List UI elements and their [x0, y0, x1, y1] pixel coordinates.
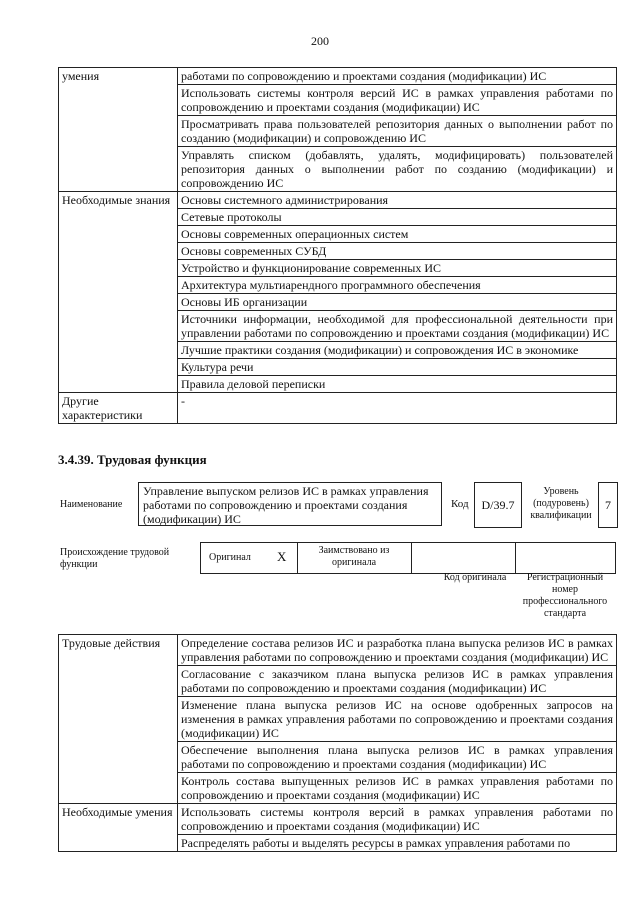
row-item: Контроль состава выпущенных релизов ИС в рамках управления работами по сопровождению и проектами создания (модификации) ИС: [178, 773, 617, 804]
borrowed-cell: [297, 543, 412, 573]
original-cell: [201, 543, 298, 573]
level-value: 7: [605, 498, 611, 512]
table-row: [59, 635, 617, 666]
level-value-box: [598, 482, 618, 528]
row-item: Основы современных операционных систем: [178, 226, 617, 243]
row-item: Правила деловой переписки: [178, 376, 617, 393]
top-requirements-table: [58, 67, 617, 424]
code-original-cell: [411, 543, 516, 573]
row-item: Архитектура мультиарендного программного обеспечения: [178, 277, 617, 294]
original-label: Оригинал: [209, 552, 251, 563]
row-item: Использовать системы контроля версий ИС в рамках управления работами по сопровождению и проектами создания (модификации) ИС: [178, 85, 617, 116]
table-row: [59, 393, 617, 424]
code-value-box: [474, 482, 522, 528]
code-original-label: Код оригинала: [443, 572, 507, 583]
row-item: Управлять списком (добавлять, удалять, модифицировать) пользователей репозитория данных о выполнении работ по созданию (модификации) и сопровождению ИС: [178, 147, 617, 192]
row-label: Необходимые знания: [59, 192, 178, 393]
bottom-function-table: [58, 634, 617, 852]
row-item: Распределять работы и выделять ресурсы в рамках управления работами по: [178, 835, 617, 852]
row-label: Необходимые умения: [59, 804, 178, 852]
reg-number-label: Регистрационный номер профессионального стандарта: [522, 572, 608, 619]
row-item: Согласование с заказчиком плана выпуска релизов ИС в рамках управления работами по сопровождению и проектами создания (модификации) ИС: [178, 666, 617, 697]
origin-label: Происхождение трудовой функции: [60, 547, 170, 570]
row-item: Культура речи: [178, 359, 617, 376]
borrowed-label: Заимствовано из оригинала: [318, 545, 390, 568]
row-label: Трудовые действия: [59, 635, 178, 804]
table-row: [59, 804, 617, 835]
row-item: Изменение плана выпуска релизов ИС на основе одобренных запросов на изменения в рамках управления работами по сопровождению и проектами создания (модификации) ИС: [178, 697, 617, 742]
table-row: [59, 68, 617, 85]
row-item: Использовать системы контроля версий в рамках управления работами по сопровождению и проектами создания (модификации) ИС: [178, 804, 617, 835]
row-item: Основы современных СУБД: [178, 243, 617, 260]
function-name-value: Управление выпуском релизов ИС в рамках управления работами по сопровождению и проектами создания (модификации) ИС: [143, 484, 429, 526]
table-row: [59, 192, 617, 209]
row-item: работами по сопровождению и проектами создания (модификации) ИС: [178, 68, 617, 85]
level-label: Уровень (подуровень) квалификации: [530, 486, 592, 521]
row-item: Основы системного администрирования: [178, 192, 617, 209]
row-item: Обеспечение выполнения плана выпуска релизов ИС в рамках управления работами по сопровождению и проектами создания (модификации) ИС: [178, 742, 617, 773]
row-label: Другие характеристики: [59, 393, 178, 424]
row-item: Источники информации, необходимой для профессиональной деятельности при управлении работами по сопровождению и проектами создания (модификации) ИС: [178, 311, 617, 342]
row-item: -: [178, 393, 617, 424]
row-item: Просматривать права пользователей репозитория данных о выполнении работ по созданию (модификации) и сопровождению ИС: [178, 116, 617, 147]
origin-row: [200, 542, 616, 574]
row-item: Определение состава релизов ИС и разработка плана выпуска релизов ИС в рамках управления работами по сопровождению и проектами создания (модификации) ИС: [178, 635, 617, 666]
reg-number-cell: [515, 543, 615, 573]
row-item: Сетевые протоколы: [178, 209, 617, 226]
row-item: Устройство и функционирование современных ИС: [178, 260, 617, 277]
code-label: Код: [451, 498, 469, 510]
page-number: 200: [311, 34, 329, 48]
function-name-box: [138, 482, 442, 526]
code-value: D/39.7: [481, 498, 515, 512]
name-label: Наименование: [60, 499, 123, 510]
row-label: умения: [59, 68, 178, 192]
original-mark: X: [277, 549, 287, 564]
row-item: Основы ИБ организации: [178, 294, 617, 311]
section-title: 3.4.39. Трудовая функция: [58, 452, 207, 467]
row-item: Лучшие практики создания (модификации) и сопровождения ИС в экономике: [178, 342, 617, 359]
